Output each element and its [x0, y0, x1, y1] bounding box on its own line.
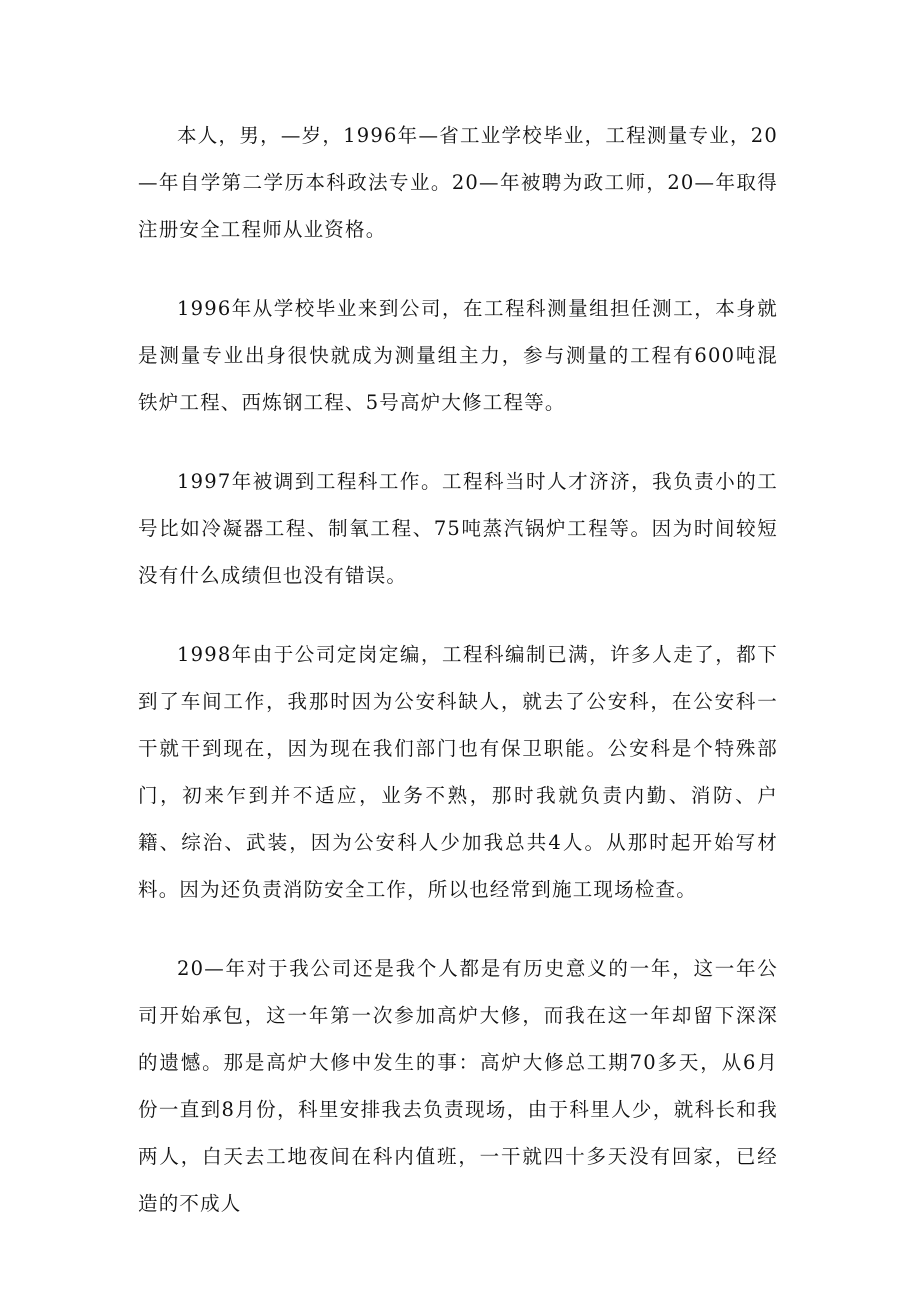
paragraph-1: 本人，男，—岁，1996年—省工业学校毕业，工程测量专业，20—年自学第二学历本科政法专业。20—年被聘为政工师，20—年取得注册安全工程师从业资格。 [138, 124, 778, 241]
paragraph-5: 20—年对于我公司还是我个人都是有历史意义的一年，这一年公司开始承包，这一年第一次参加高炉大修，而我在这一年却留下深深的遗憾。那是高炉大修中发生的事：高炉大修总工期70多天，从6月份一直到8月份，科里安排我去负责现场，由于科里人少，就科长和我两人，白天去工地夜间在科内值班，一干就四十多天没有回家，已经造的不成人 [138, 957, 778, 1215]
paragraph-3: 1997年被调到工程科工作。工程科当时人才济济，我负责小的工号比如冷凝器工程、制氧工程、75吨蒸汽锅炉工程等。因为时间较短没有什么成绩但也没有错误。 [138, 470, 778, 587]
document-body [138, 112, 778, 1227]
paragraph-2: 1996年从学校毕业来到公司，在工程科测量组担任测工，本身就是测量专业出身很快就成为测量组主力，参与测量的工程有600吨混铁炉工程、西炼钢工程、5号高炉大修工程等。 [138, 297, 778, 414]
paragraph-4: 1998年由于公司定岗定编，工程科编制已满，许多人走了，都下到了车间工作，我那时因为公安科缺人，就去了公安科，在公安科一干就干到现在，因为现在我们部门也有保卫职能。公安科是个特殊部门，初来乍到并不适应，业务不熟，那时我就负责内勤、消防、户籍、综治、武装，因为公安科人少加我总共4人。从那时起开始写材料。因为还负责消防安全工作，所以也经常到施工现场检查。 [138, 643, 778, 901]
